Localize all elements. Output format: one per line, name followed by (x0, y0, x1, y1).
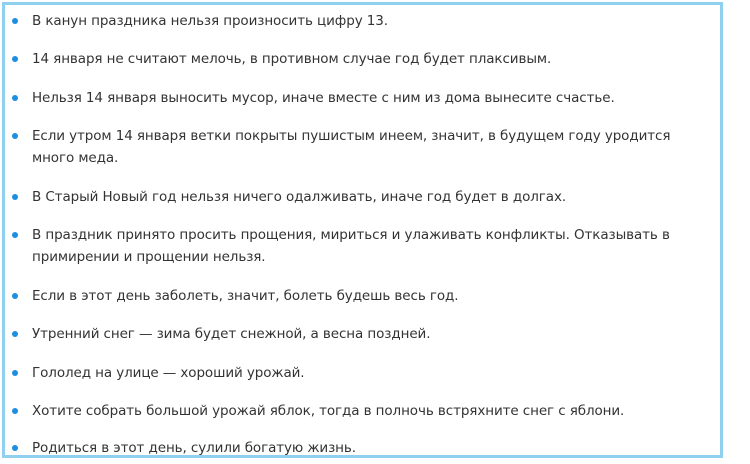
list-item-text: Если утром 14 января ветки покрыты пушистым инеем, значит, в будущем году уродится много меда. (32, 128, 671, 166)
bullet-icon (12, 408, 18, 414)
bullet-icon (12, 370, 18, 376)
bullet-icon (12, 331, 18, 337)
list-item-text: Если в этот день заболеть, значит, болеть будешь весь год. (32, 288, 459, 304)
list-item-text: Родиться в этот день, сулили богатую жизнь. (32, 440, 356, 456)
bullet-icon (12, 194, 18, 200)
bullet-icon (12, 95, 18, 101)
bullet-icon (12, 293, 18, 299)
bullet-icon (12, 232, 18, 238)
list-item-text: Утренний снег — зима будет снежной, а весна поздней. (32, 326, 431, 342)
list-item-text: В праздник принято просить прощения, мириться и улаживать конфликты. Отказывать в примирении и прощении нельзя. (32, 227, 670, 265)
bullet-icon (12, 56, 18, 62)
bullet-icon (12, 445, 18, 451)
list-item-text: В Старый Новый год нельзя ничего одалживать, иначе год будет в долгах. (32, 189, 567, 205)
list-item-text: Нельзя 14 января выносить мусор, иначе вместе с ним из дома вынесите счастье. (32, 90, 615, 106)
list-item-text: Хотите собрать большой урожай яблок, тогда в полночь встряхните снег с яблони. (32, 403, 625, 419)
bullet-icon (12, 133, 18, 139)
list-item-text: 14 января не считают мелочь, в противном случае год будет плаксивым. (32, 51, 552, 67)
list-item-text: Гололед на улице — хороший урожай. (32, 365, 305, 381)
superstitions-panel (2, 2, 723, 458)
bullet-icon (12, 18, 18, 24)
list-item-text: В канун праздника нельзя произносить цифру 13. (32, 13, 388, 29)
